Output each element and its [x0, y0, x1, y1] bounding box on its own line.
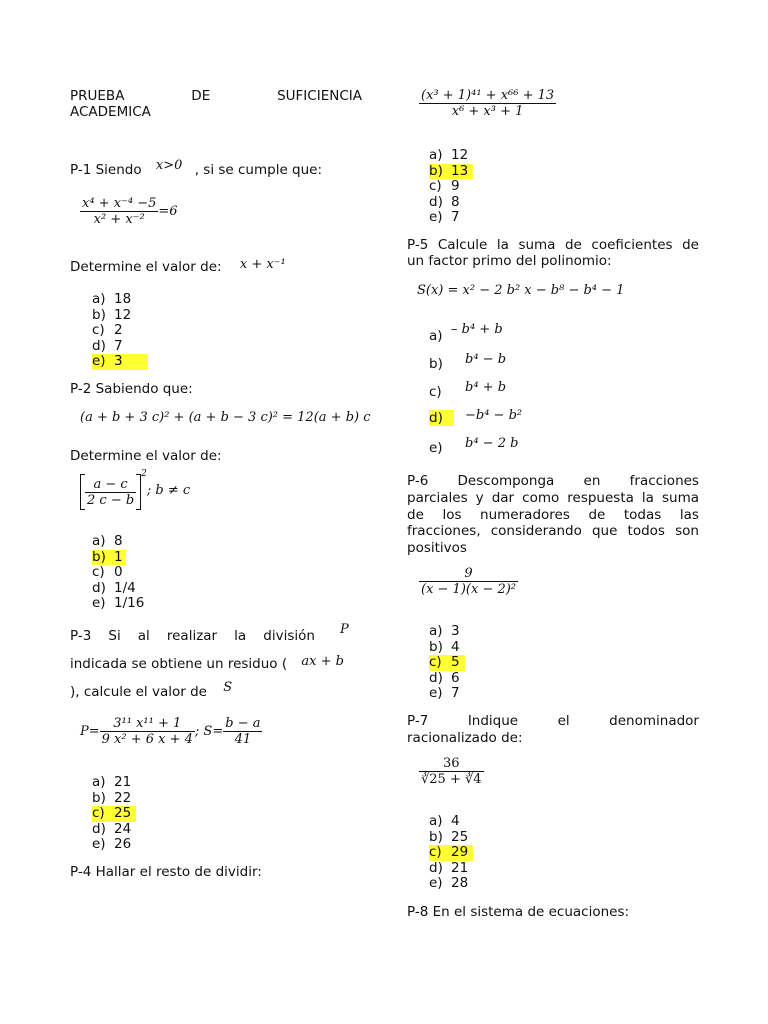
- title-word: PRUEBA: [70, 88, 125, 104]
- p3-definitions: P= $\frac{\text{3¹¹ x¹¹ + 1}}{\text{9 x² + 6 x + 4}}$ ; S= $\frac{b - a}{41}$: [80, 716, 261, 747]
- list-item[interactable]: e) 28: [429, 875, 469, 892]
- list-item[interactable]: a) 18: [92, 291, 132, 307]
- p2-expression: $\frac{a - c}{2 c - b}$ $^2$; b ≠ c: [80, 474, 190, 510]
- p1-target: x + x⁻¹: [239, 257, 286, 272]
- p1-condition: x>0: [155, 158, 183, 173]
- list-item[interactable]: b) 25: [429, 828, 469, 845]
- list-item-highlighted[interactable]: b) 1: [92, 550, 144, 566]
- p1-options: [92, 292, 131, 370]
- p3-options: [92, 775, 131, 853]
- list-item[interactable]: a) 21: [92, 774, 132, 790]
- p2-determine: Determine el valor de:: [70, 448, 222, 464]
- p7-options: [429, 814, 468, 892]
- p1-statement: P-1 Siendo x>0 , si se cumple que:: [70, 158, 323, 178]
- p1-equation: $\frac{\text{x⁴ + x⁻⁴ −5}}{\text{x² + x⁻²}}$ =6: [82, 196, 178, 227]
- p4-options: [429, 148, 468, 226]
- p3-line-1: P-3 Si al realizar la división: [70, 628, 315, 644]
- list-item[interactable]: b) 4: [429, 638, 460, 655]
- p5-line-2: un factor primo del polinomio:: [407, 253, 612, 269]
- list-item[interactable]: b) 22: [92, 789, 132, 806]
- p5-polynomial: S(x) = x² − 2 b² x − b⁸ − b⁴ − 1: [417, 283, 625, 298]
- p7-fraction: $\frac{36}{∛25 + ∛4}$: [421, 756, 482, 787]
- list-item-highlighted[interactable]: d): [429, 410, 454, 426]
- p3-residuo: ax + b: [301, 654, 344, 669]
- title-line-2: ACADEMICA: [70, 104, 151, 120]
- list-item[interactable]: d) 7: [92, 337, 123, 354]
- list-item[interactable]: a): [429, 328, 443, 344]
- p4-fraction: $\frac{\text{(x³ + 1)⁴¹ + x⁶⁶ + 13}}{\text{x⁶ + x³ + 1}}$: [421, 88, 555, 119]
- p3-var-s: S: [223, 680, 233, 695]
- list-item[interactable]: d) 6: [429, 669, 460, 686]
- list-item-highlighted[interactable]: e) 3: [92, 354, 131, 370]
- p4-statement: P-4 Hallar el resto de dividir:: [70, 864, 262, 880]
- p3-line-3: ), calcule el valor de S: [70, 680, 233, 700]
- list-item-highlighted[interactable]: c) 5: [429, 655, 460, 671]
- p1-determine: Determine el valor de: x + x⁻¹: [70, 257, 286, 275]
- list-item[interactable]: c) 0: [92, 564, 123, 581]
- list-item[interactable]: a) 3: [429, 623, 460, 639]
- list-item[interactable]: d) 24: [92, 820, 132, 837]
- list-item[interactable]: d) 8: [429, 193, 460, 210]
- p2-statement: P-2 Sabiendo que:: [70, 381, 193, 397]
- p6-line-4: fracciones, considerando que todos son: [407, 523, 699, 539]
- list-item-highlighted[interactable]: b) 13: [429, 164, 468, 180]
- p6-line-3: de los numeradores de todas las: [407, 507, 699, 523]
- list-item[interactable]: e) 26: [92, 836, 132, 853]
- title-word: SUFICIENCIA: [277, 88, 362, 104]
- list-item[interactable]: e): [429, 440, 443, 456]
- list-item[interactable]: b) 12: [92, 306, 132, 323]
- list-item[interactable]: a) 4: [429, 813, 460, 829]
- p6-fraction: $\frac{9}{\text{(x − 1)(x − 2)²}}$: [421, 566, 517, 597]
- list-item[interactable]: c): [429, 384, 442, 400]
- p3-var-p: P: [340, 622, 349, 637]
- list-item[interactable]: b): [429, 356, 443, 372]
- p6-options: [429, 624, 460, 702]
- list-item[interactable]: c) 9: [429, 178, 460, 195]
- p2-options: [92, 534, 144, 612]
- list-item[interactable]: e) 1/16: [92, 595, 145, 612]
- p7-line-2: racionalizado de:: [407, 730, 523, 746]
- p6-line-1: P-6 Descomponga en fracciones: [407, 473, 699, 489]
- title-word: DE: [191, 88, 211, 104]
- list-item[interactable]: d) 21: [429, 859, 469, 876]
- p7-line-1: P-7 Indique el denominador: [407, 713, 699, 729]
- p3-line-2: indicada se obtiene un residuo ( ax + b: [70, 654, 344, 672]
- p2-equation: (a + b + 3 c)² + (a + b − 3 c)² = 12(a + b) c: [80, 410, 371, 425]
- list-item[interactable]: e) 7: [429, 685, 460, 702]
- list-item-highlighted[interactable]: c) 29: [429, 845, 468, 861]
- list-item[interactable]: a) 8: [92, 533, 123, 549]
- list-item[interactable]: c) 2: [92, 322, 123, 339]
- title-line-1: [70, 88, 362, 104]
- list-item[interactable]: a) 12: [429, 147, 469, 163]
- list-item-highlighted[interactable]: c) 25: [92, 806, 131, 822]
- p6-line-2: parciales y dar como respuesta la suma: [407, 490, 699, 506]
- list-item[interactable]: e) 7: [429, 209, 460, 226]
- p6-line-5: positivos: [407, 540, 467, 556]
- list-item[interactable]: d) 1/4: [92, 579, 136, 596]
- p5-line-1: P-5 Calcule la suma de coeficientes de: [407, 237, 699, 253]
- p8-statement: P-8 En el sistema de ecuaciones:: [407, 904, 630, 920]
